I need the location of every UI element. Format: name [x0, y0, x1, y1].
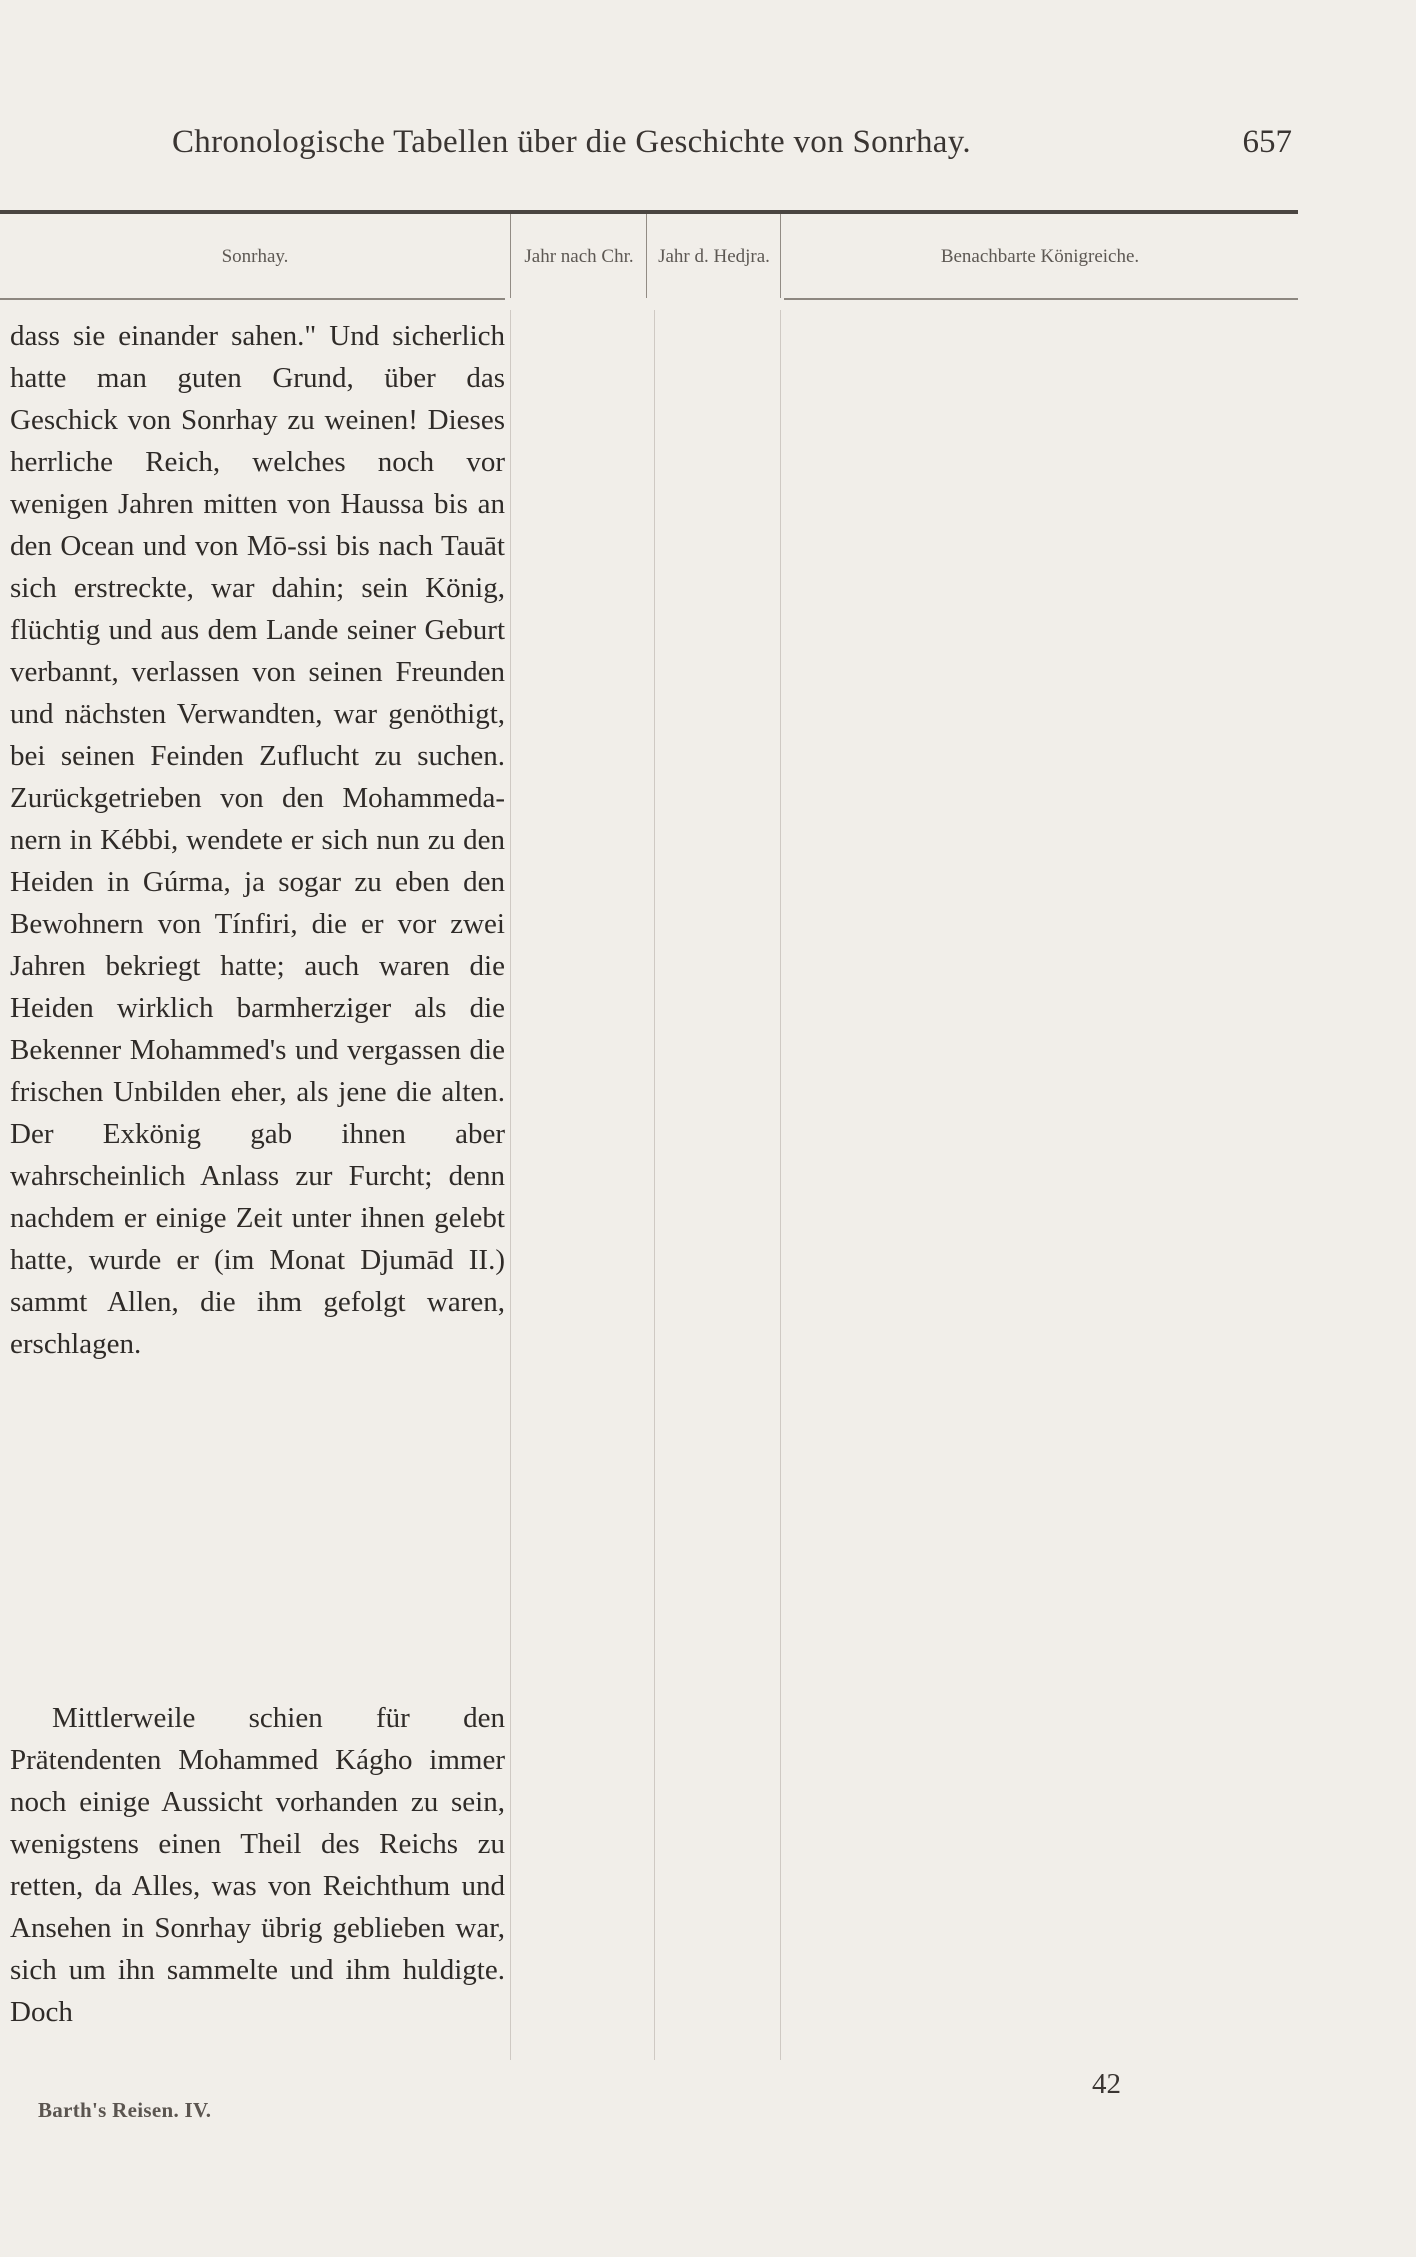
- paragraph-2: Mittlerweile schien für den Prätendenten Mohammed Kágho immer noch einige Aussicht vorhanden zu sein, wenigstens einen Theil des Reichs zu retten, da Alles, was von Reichthum und Ansehen in Sonrhay übrig geblieben war, sich um ihn sammelte und ihm huldigte. Doch: [10, 1702, 505, 2028]
- sheet-number: 42: [1092, 2068, 1121, 2100]
- column-divider-1: [510, 214, 511, 298]
- paragraph-1: dass sie einander sahen." Und sicherlich hatte man guten Grund, über das Geschick von Sonrhay zu weinen! Dieses herrliche Reich, welches noch vor wenigen Jahren mitten von Haussa bis an den Ocean und von Mō-ssi bis nach Tauāt sich erstreckte, war dahin; sein König, flüchtig und aus dem Lande seiner Geburt verbannt, verlassen von seinen Freunden und nächsten Verwandten, war genöthigt, bei seinen Feinden Zuflucht zu suchen. Zurückgetrieben von den Mohammedanern in Kébbi, wendete er sich nun zu den Heiden in Gúrma, ja sogar zu eben den Bewohnern von Tínfiri, die er vor zwei Jahren bekriegt hatte; auch waren die Heiden wirklich barmherziger als die Bekenner Mohammed's und vergassen die frischen Unbilden eher, als jene die alten. Der Exkönig gab ihnen aber wahrscheinlich Anlass zur Furcht; denn nachdem er einige Zeit unter ihnen gelebt hatte, wurde er (im Monat Djumād II.) sammt Allen, die ihm gefolgt waren, erschlagen.: [10, 320, 505, 1360]
- column-header-year-christian: Jahr nach Chr.: [524, 246, 634, 267]
- body-column-divider-1: [510, 310, 511, 2060]
- column-header-neighboring-kingdoms: Benachbarte Königreiche.: [940, 246, 1140, 267]
- page-number: 657: [1242, 124, 1292, 160]
- body-column-divider-2: [654, 310, 655, 2060]
- running-head: [172, 120, 1292, 180]
- column-divider-2: [646, 214, 647, 298]
- header-rule-sonrhay: [0, 298, 505, 300]
- table-header: [0, 214, 1298, 300]
- column-header-year-hedjra: Jahr d. Hedjra.: [658, 246, 770, 267]
- body-column-divider-3: [780, 310, 781, 2060]
- printer-signature: Barth's Reisen. IV.: [38, 2098, 212, 2122]
- column-header-sonrhay: Sonrhay.: [221, 246, 289, 267]
- header-rule-neighbors: [784, 298, 1298, 300]
- column-divider-3: [780, 214, 781, 298]
- running-title: Chronologische Tabellen über die Geschichte von Sonrhay.: [172, 124, 971, 160]
